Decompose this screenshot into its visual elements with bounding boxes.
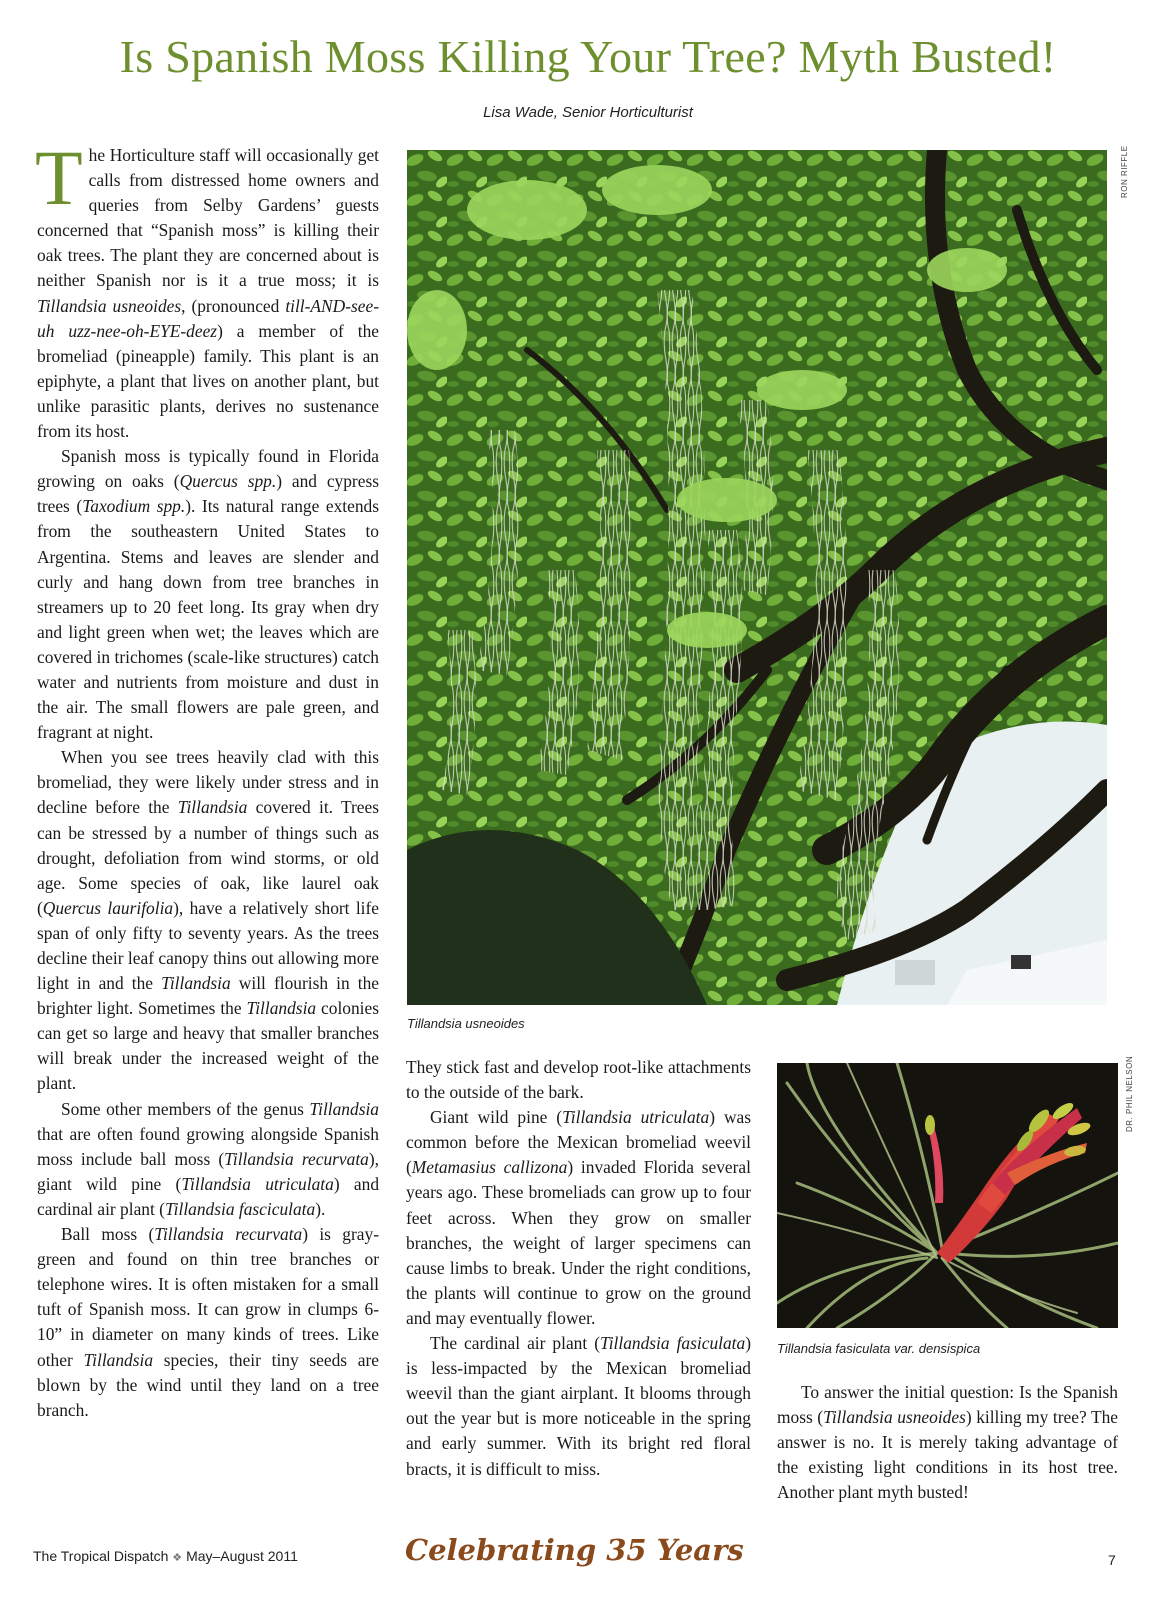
paragraph: To answer the initial question: Is the Spanish moss (Tillandsia usneoides) killing my tree? The answer is no. It is merely taking advantage of the existing light conditions in its host tree. Another plant myth busted! xyxy=(777,1382,1118,1503)
paragraph: Spanish moss is typically found in Florida growing on oaks (Quercus spp.) and cypress trees (Taxodium spp.). Its natural range extends from the southeastern United States to Argentina. Stems and leaves are slender and curly and hang down from tree branches in streamers up to 20 feet long. Its gray when dry and light green when wet; the leaves which are covered in trichomes (scale-like structures) catch water and nutrients from moisture and dust in the air. The small flowers are pale green, and fragrant at night. xyxy=(37,446,379,743)
byline: Lisa Wade, Senior Horticulturist xyxy=(483,104,693,121)
paragraph: Some other members of the genus Tillandsia that are often found growing alongside Spanish moss include ball moss (Tillandsia recurvata), giant wild pine (Tillandsia utriculata) and cardinal air plant (Tillandsia fasciculata). xyxy=(37,1098,380,1219)
article-column-3 xyxy=(777,1380,1118,1505)
photo-credit: RON RIFFLE xyxy=(1120,145,1129,198)
article-title: Is Spanish Moss Killing Your Tree? Myth Busted! xyxy=(119,31,1057,82)
drop-cap: T xyxy=(35,134,83,221)
article-column-2 xyxy=(406,1055,751,1482)
photo-caption: Tillandsia fasiculata var. densispica xyxy=(777,1341,981,1356)
spanish-moss-tree-photo xyxy=(407,150,1107,1005)
photo-caption: Tillandsia usneoides xyxy=(407,1016,525,1031)
paragraph: The Horticulture staff will occasionally get calls from distressed home owners and queries from Selby Gardens’ guests concerned that “Spanish moss” is killing their oak trees. The plant they are concerned about is neither Spanish nor is it a true moss; it is Tillandsia usneoides, (pronounced till-AND-see-uh uzz-nee-oh-EYE-deez) a member of the bromeliad (pineapple) family. This plant is an epiphyte, a plant that lives on another plant, but unlike parasitic plants, derives no sustenance from its host. xyxy=(35,134,379,442)
publication-name: The Tropical Dispatch xyxy=(33,1548,169,1564)
article-column-1 xyxy=(35,134,380,1423)
anniversary-logo: Celebrating 35 Years xyxy=(405,1533,744,1567)
photo-credit: DR. PHIL NELSON xyxy=(1125,1055,1134,1132)
paragraph: When you see trees heavily clad with this bromeliad, they were likely under stress and in decline before the Tillandsia covered it. Trees can be stressed by a number of things such as drought, defoliation from wind storms, or old age. Some species of oak, like laurel oak (Quercus laurifolia), have a relatively short life span of only fifty to seventy years. As the trees decline their leaf canopy thins out allowing more light in and the Tillandsia will flourish in the brighter light. Sometimes the Tillandsia colonies can get so large and heavy that smaller branches will break under the increased weight of the plant. xyxy=(37,747,379,1094)
page-number: 7 xyxy=(1108,1552,1116,1568)
issue-date: May–August 2011 xyxy=(186,1548,298,1564)
paragraph: Ball moss (Tillandsia recurvata) is gray-green and found on thin tree branches or telephone wires. It is often mistaken for a small tuft of Spanish moss. It can grow in clumps 6-10” in diameter on many kinds of trees. Like other Tillandsia species, their tiny seeds are blown by the wind until they land on a tree branch. xyxy=(37,1224,379,1420)
paragraph: The cardinal air plant (Tillandsia fasiculata) is less-impacted by the Mexican bromeliad weevil than the giant airplant. It blooms through out the year but is more noticeable in the spring and early summer. With its bright red floral bracts, it is difficult to miss. xyxy=(406,1333,751,1479)
publication-footer xyxy=(33,1548,298,1564)
paragraph: They stick fast and develop root-like attachments to the outside of the bark. xyxy=(406,1057,751,1103)
separator-icon: ❖ xyxy=(172,1552,183,1564)
cardinal-air-plant-photo xyxy=(777,1063,1118,1328)
paragraph: Giant wild pine (Tillandsia utriculata) was common before the Mexican bromeliad weevil (Metamasius callizona) invaded Florida several years ago. These bromeliads can grow up to four feet across. When they grow on smaller branches, the weight of larger specimens can cause limbs to break. Under the right conditions, the plants will continue to grow on the ground and may eventually flower. xyxy=(406,1107,751,1328)
